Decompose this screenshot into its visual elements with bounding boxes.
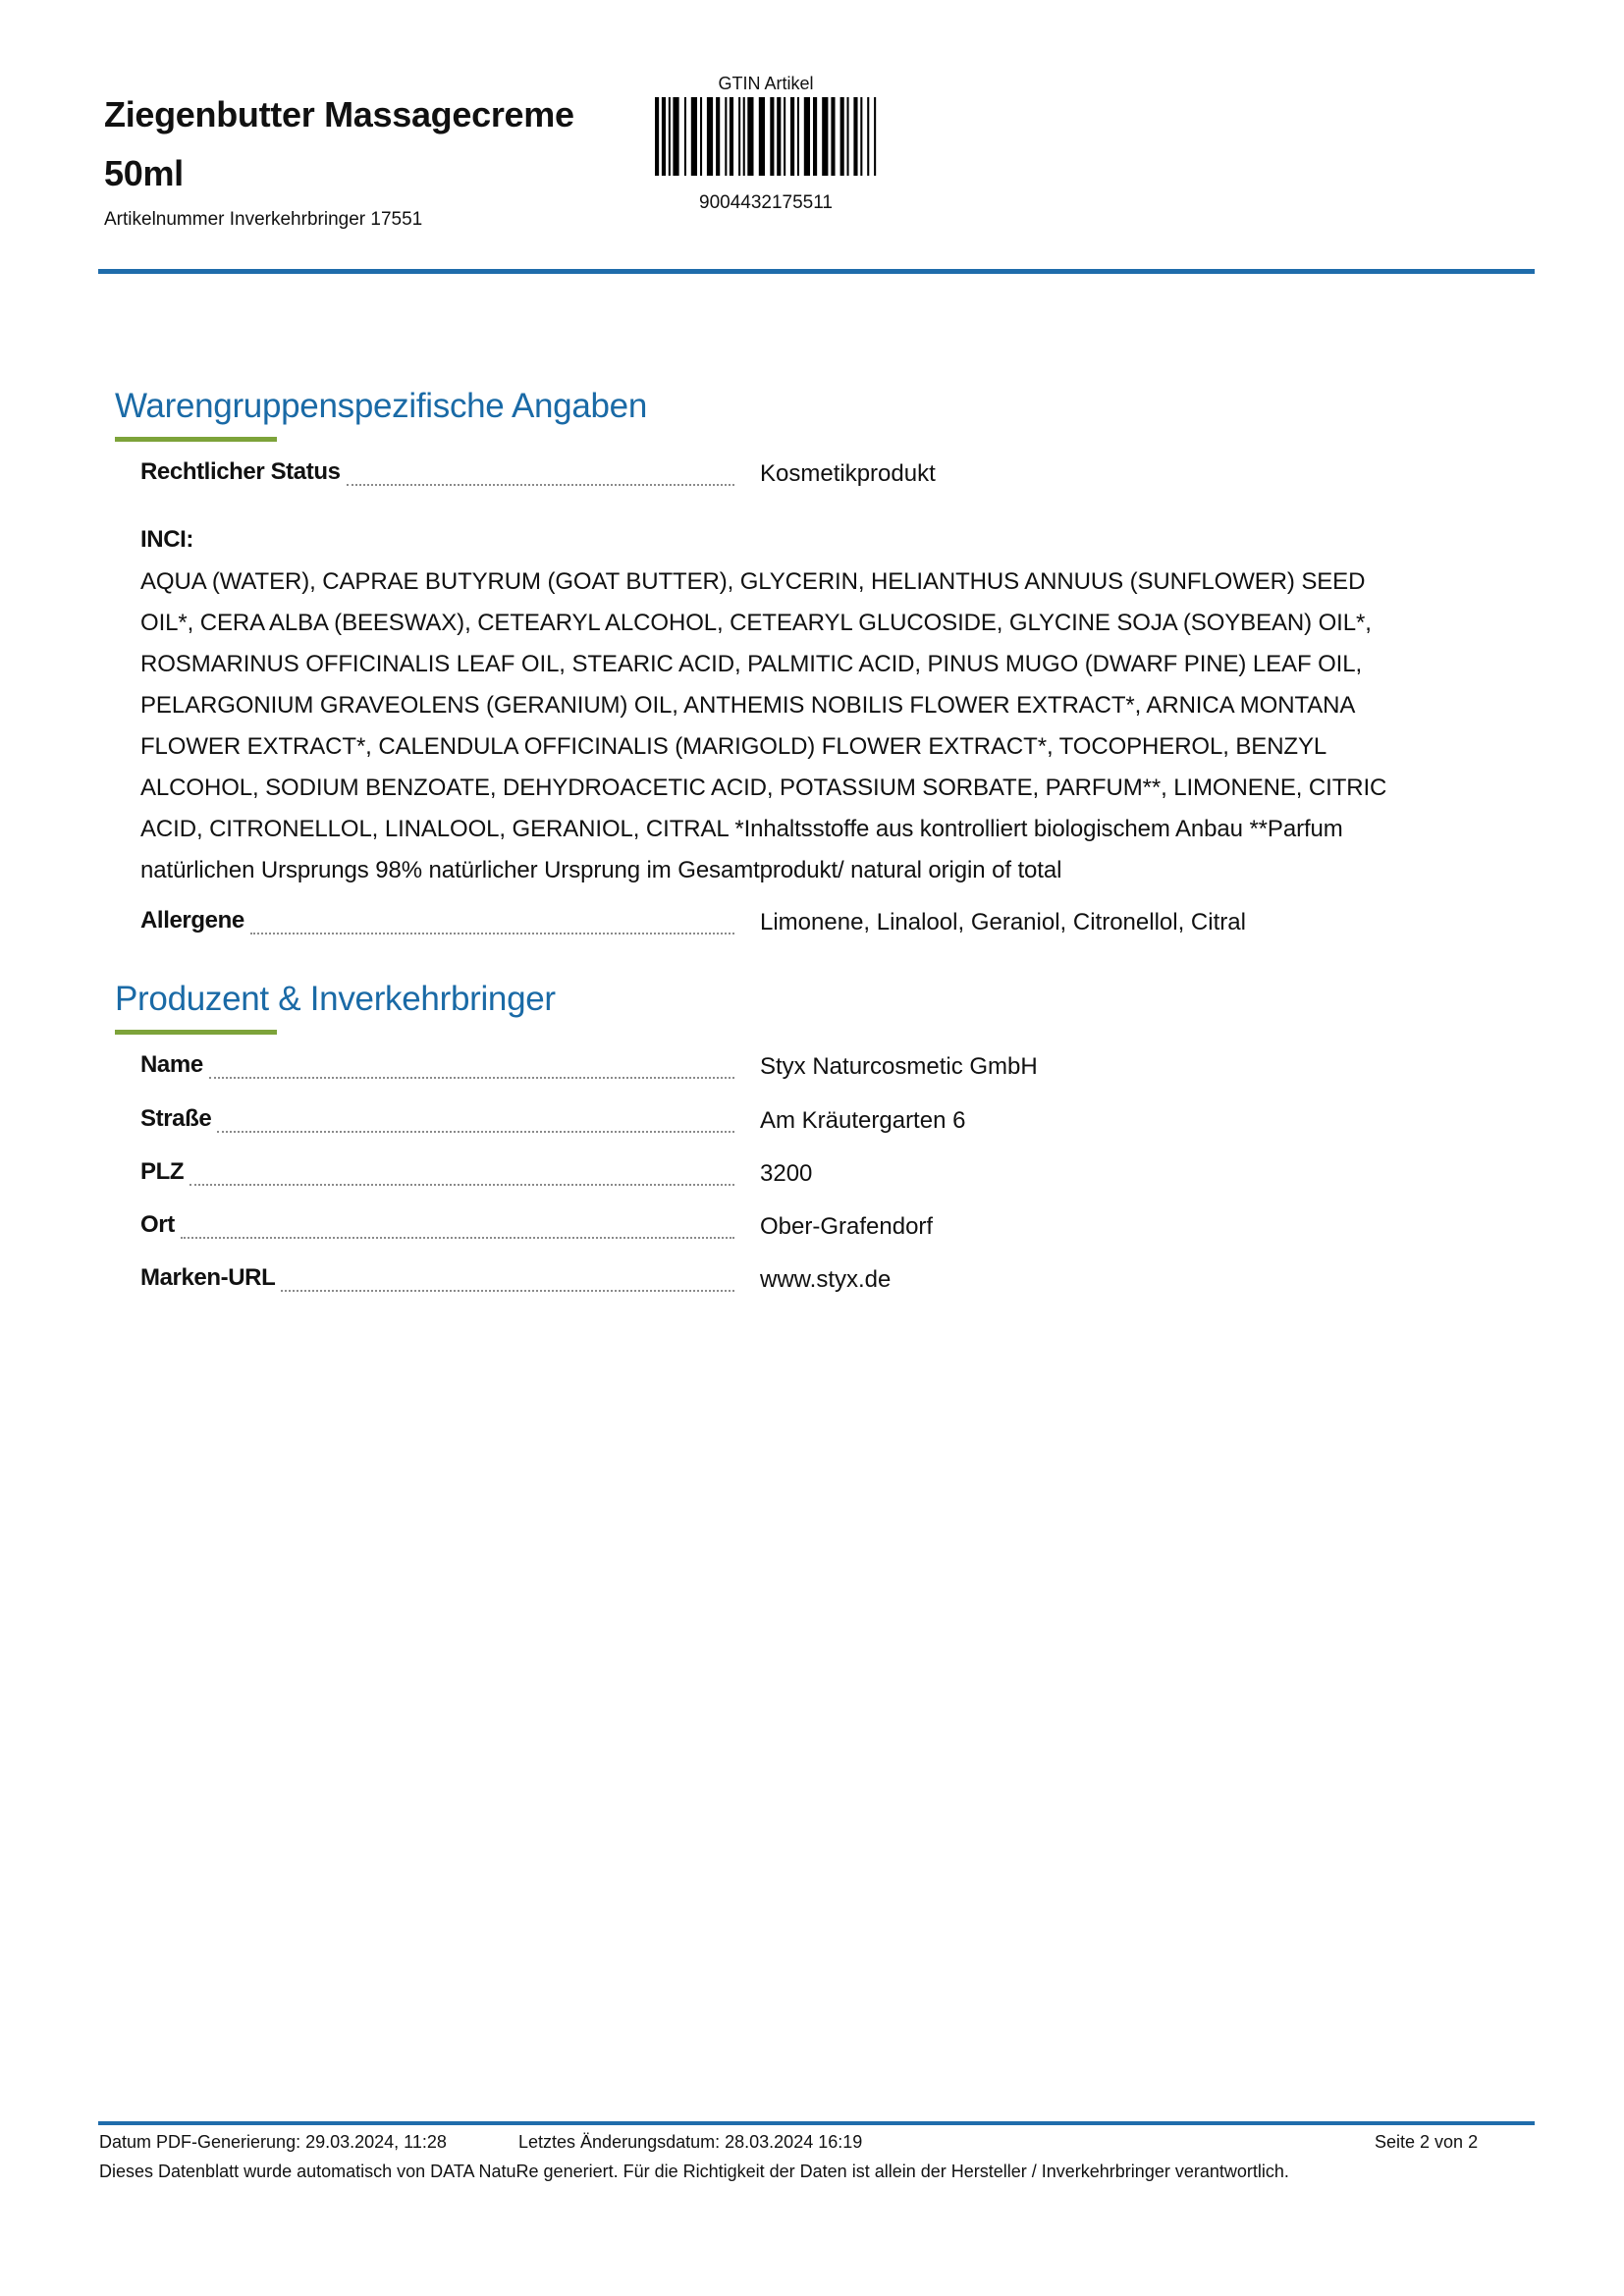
row-label: Rechtlicher Status	[140, 458, 341, 485]
row-value: Styx Naturcosmetic GmbH	[760, 1053, 1038, 1080]
header-divider	[98, 269, 1535, 274]
row-value: 3200	[760, 1160, 813, 1187]
dot-leader	[250, 933, 734, 934]
barcode-bar	[822, 97, 828, 176]
section-title-producer: Produzent & Inverkehrbringer	[115, 980, 556, 1018]
gtin-label: GTIN Artikel	[718, 74, 814, 93]
footer-disclaimer: Dieses Datenblatt wurde automatisch von DATA NatuRe generiert. Für die Richtigkeit der Daten ist allein der Hersteller / Inverkehrbringer verantwortlich.	[99, 2162, 1289, 2181]
row-label: Allergene	[140, 907, 244, 934]
barcode-bar	[853, 97, 857, 176]
row-postcode	[140, 1158, 1495, 1194]
product-title: Ziegenbutter Massagecreme	[104, 94, 574, 134]
barcode-bar	[684, 97, 686, 176]
barcode-bar	[804, 97, 810, 176]
dot-leader	[281, 1290, 734, 1292]
barcode-bar	[867, 97, 869, 176]
barcode-bar	[860, 97, 862, 176]
section-underline	[115, 437, 277, 442]
footer-change-date: Letztes Änderungsdatum: 28.03.2024 16:19	[518, 2132, 863, 2152]
barcode-bar	[725, 97, 727, 176]
barcode-bar	[738, 97, 740, 176]
row-brand-url	[140, 1264, 1495, 1300]
product-size: 50ml	[104, 153, 184, 193]
row-label: Name	[140, 1051, 203, 1078]
row-value: Limonene, Linalool, Geraniol, Citronellol, Citral	[760, 909, 1246, 935]
row-value: Am Kräutergarten 6	[760, 1107, 966, 1134]
footer-divider	[98, 2121, 1535, 2125]
row-value: Ober-Grafendorf	[760, 1213, 934, 1240]
barcode-bar	[770, 97, 774, 176]
barcode-bar	[673, 97, 678, 176]
footer-page-number: Seite 2 von 2	[1375, 2132, 1479, 2152]
barcode-bar	[700, 97, 702, 176]
barcode-bar	[669, 97, 671, 176]
row-name	[140, 1051, 1495, 1087]
barcode-bar	[874, 97, 876, 176]
barcode-bar	[831, 97, 835, 176]
row-value: www.styx.de	[760, 1266, 892, 1293]
row-street	[140, 1105, 1495, 1141]
row-city	[140, 1211, 1495, 1247]
section-underline	[115, 1030, 277, 1035]
barcode-bar	[691, 97, 697, 176]
row-allergens	[140, 907, 1495, 942]
row-label: PLZ	[140, 1158, 185, 1185]
barcode-bar	[747, 97, 753, 176]
dot-leader	[181, 1237, 734, 1239]
footer-generation-date: Datum PDF-Generierung: 29.03.2024, 11:28	[99, 2132, 447, 2152]
article-number: Artikelnummer Inverkehrbringer 17551	[104, 209, 423, 230]
barcode-bar	[707, 97, 713, 176]
gtin-number: 9004432175511	[699, 192, 833, 213]
barcode-image	[655, 97, 881, 176]
barcode-bar	[784, 97, 785, 176]
row-label: Straße	[140, 1105, 212, 1132]
barcode-bar	[730, 97, 733, 176]
barcode-bar	[813, 97, 817, 176]
barcode-bar	[662, 97, 666, 176]
barcode-bar	[797, 97, 799, 176]
barcode-bar	[790, 97, 794, 176]
dot-leader	[189, 1184, 734, 1186]
section-title-product-group: Warengruppenspezifische Angaben	[115, 387, 648, 425]
dot-leader	[347, 484, 734, 486]
barcode-bar	[840, 97, 844, 176]
barcode-bar	[743, 97, 745, 176]
row-label: Marken-URL	[140, 1264, 276, 1291]
row-value: Kosmetikprodukt	[760, 460, 936, 487]
barcode-bar	[655, 97, 659, 176]
inci-text: AQUA (WATER), CAPRAE BUTYRUM (GOAT BUTTER), GLYCERIN, HELIANTHUS ANNUUS (SUNFLOWER) SEED OIL*, CERA ALBA (BEESWAX), CETEARYL ALCOHOL, CETEARYL GLUCOSIDE, GLYCINE SOJA (SOYBEAN) OIL*, ROSMARINUS OFFICINALIS LEAF OIL, STEARIC ACID, PALMITIC ACID, PINUS MUGO (DWARF PINE) LEAF OIL, PELARGONIUM GRAVEOLENS (GERANIUM) OIL, ANTHEMIS NOBILIS FLOWER EXTRACT*, ARNICA MONTANA FLOWER EXTRACT*, CALENDULA OFFICINALIS (MARIGOLD) FLOWER EXTRACT*, TOCOPHEROL, BENZYL ALCOHOL, SODIUM BENZOATE, DEHYDROACETIC ACID, POTASSIUM SORBATE, PARFUM**, LIMONENE, CITRIC ACID, CITRONELLOL, LINALOOL, GERANIOL, CITRAL *Inhaltsstoffe aus kontrolliert biologischem Anbau **Parfum natürlichen Ursprungs 98% natürlicher Ursprung im Gesamtprodukt/ natural origin of total	[140, 568, 1387, 883]
inci-label: INCI:	[140, 526, 193, 553]
barcode-bar	[847, 97, 849, 176]
dot-leader	[209, 1077, 734, 1079]
row-label: Ort	[140, 1211, 175, 1238]
barcode-bar	[759, 97, 765, 176]
row-legal-status	[140, 458, 1495, 494]
barcode-bar	[777, 97, 781, 176]
barcode-bar	[716, 97, 720, 176]
dot-leader	[217, 1131, 734, 1133]
